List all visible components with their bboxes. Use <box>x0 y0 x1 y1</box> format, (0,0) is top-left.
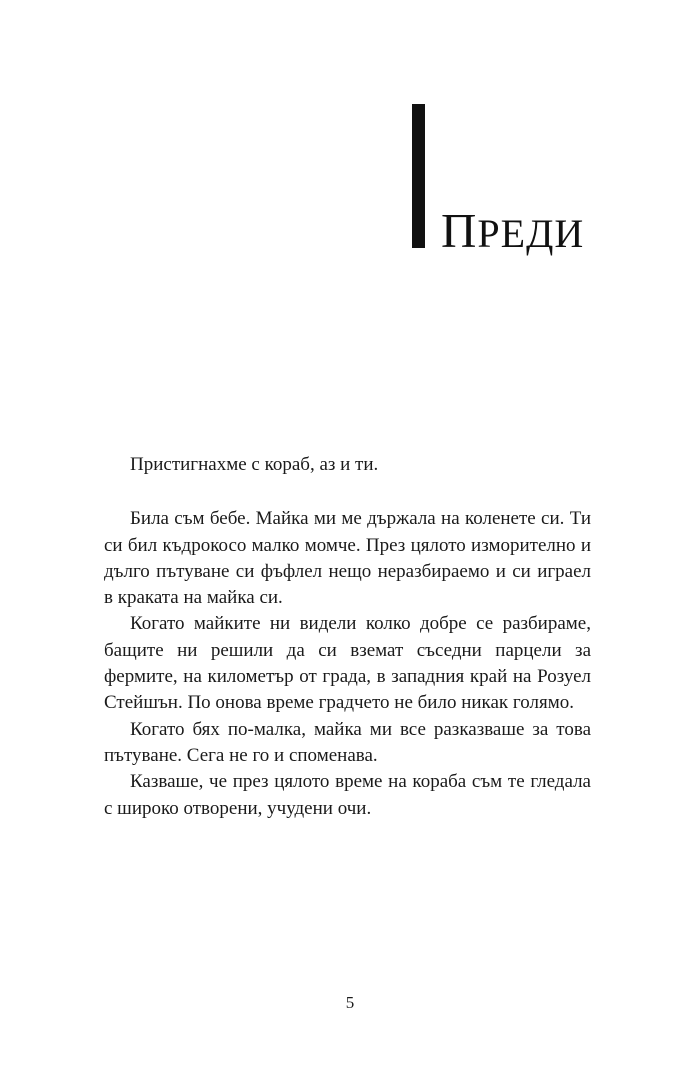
paragraph: Била съм бебе. Майка ми ме държала на коленете си. Ти си бил къдрокосо малко момче. През цялото изморително и дълго пътуване си фъфлел нещо неразбираемо и си играел в краката на майка си. <box>104 508 591 609</box>
chapter-title-initial: П <box>441 203 478 258</box>
paragraph: Когато майките ни видели колко добре се разбираме, бащите ни решили да си вземат съседни парцели за фермите, на километър от града, в западния край на Розуел Стейшън. По онова време градчето не било никак голямо. <box>104 613 591 714</box>
paragraph-opening: Пристигнахме с кораб, аз и ти. <box>130 454 379 475</box>
chapter-title-rest: РЕДИ <box>477 211 585 256</box>
chapter-title <box>441 203 585 258</box>
paragraph: Когато бях по-малка, майка ми все разказваше за това пътуване. Сега не го и споменава. <box>104 718 591 766</box>
body-text <box>104 452 591 822</box>
chapter-bar-ornament <box>412 104 425 248</box>
page-number: 5 <box>345 993 355 1012</box>
paragraph: Казваше, че през цялото време на кораба съм те гледала с широко отворени, учудени очи. <box>104 771 591 819</box>
